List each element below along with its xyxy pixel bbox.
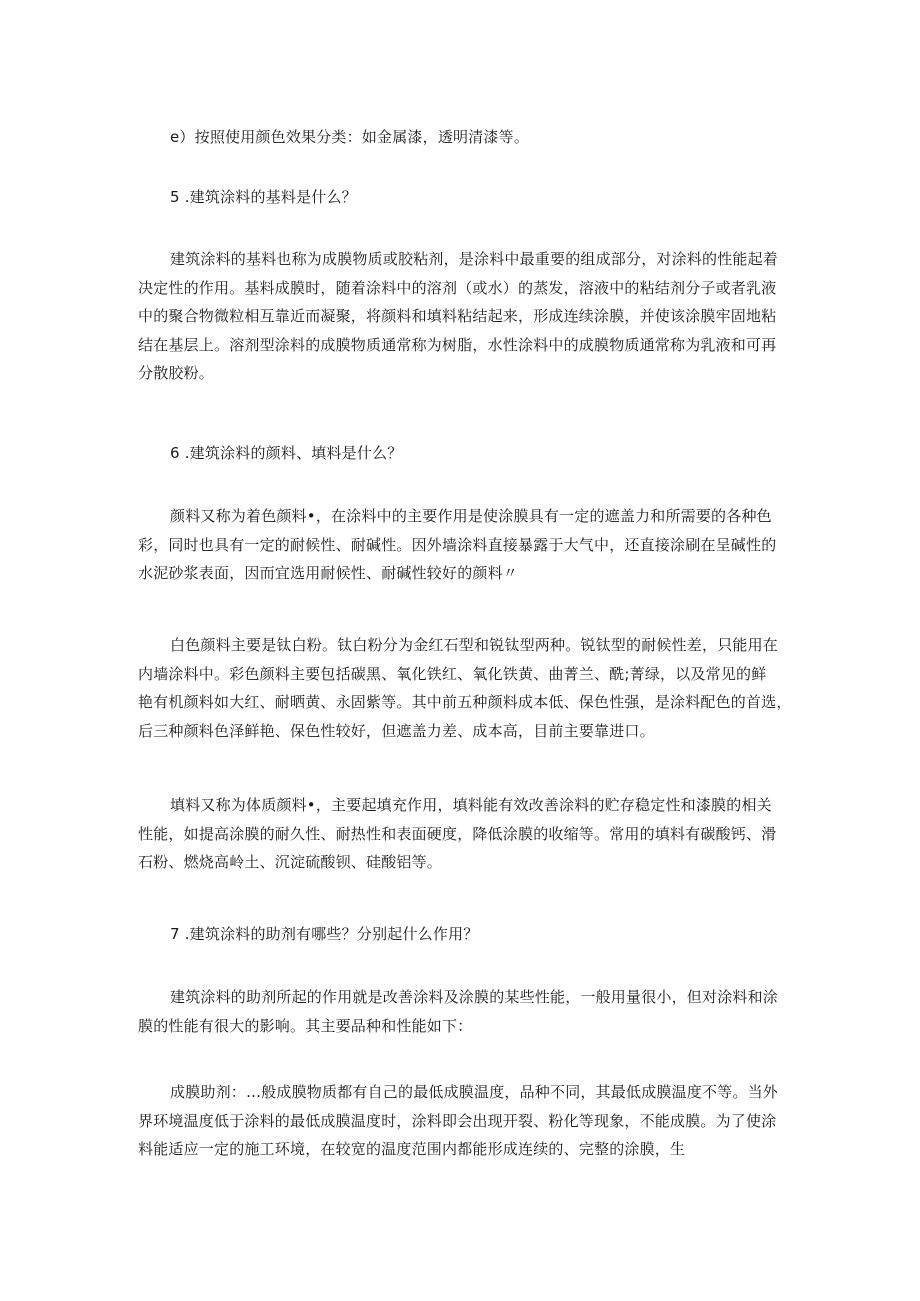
question-6-heading: [138, 439, 788, 468]
paragraph-line: 颜料又称为着色颜料•，在涂料中的主要作用是使涂膜具有一定的遮盖力和所需要的各种色: [170, 507, 772, 525]
q6-paragraph-pigments: [138, 502, 788, 588]
paragraph-line: 性能，如提高涂膜的耐久性、耐热性和表面硬度，降低涂膜的收缩等。常用的填料有碳酸钙、滑: [138, 824, 777, 843]
item-e-text: e）按照使用颜色效果分类：如金属漆，透明清漆等。: [170, 128, 530, 146]
paragraph-line: 料能适应一定的施工环境，在较宽的温度范围内都能形成连续的、完整的涂膜，生: [138, 1140, 686, 1158]
paragraph-line: 建筑涂料的基料也称为成膜物质或胶粘剂，是涂料中最重要的组成部分，对涂料的性能起着: [170, 250, 779, 268]
q6-title: 6 .建筑涂料的颜料、填料是什么？: [170, 444, 403, 462]
paragraph-line: 中的聚合物微粒相互靠近而凝聚，将颜料和填料粘结起来，形成连续涂膜，并使该涂膜牢固地粘: [138, 307, 777, 325]
paragraph-line: 建筑涂料的助剂所起的作用就是改善涂料及涂膜的某些性能，一般用量很小，但对涂料和涂: [170, 988, 779, 1006]
paragraph-line: 艳有机颜料如大红、耐晒黄、永固紫等。其中前五种颜料成本低、保色性强，是涂料配色的首选，: [138, 693, 792, 711]
paragraph-line: 石粉、燃烧高岭土、沉淀硫酸钡、硅酸铝等。: [138, 853, 443, 871]
paragraph-line: 界环境温度低于涂料的最低成膜温度时，涂料即会出现开裂、粉化等现象，不能成膜。为了使涂: [138, 1111, 777, 1130]
list-item-e: [138, 123, 788, 152]
paragraph-line: 决定性的作用。基料成膜时，随着涂料中的溶剂（或水）的蒸发，溶液中的粘结剂分子或者乳液: [138, 278, 777, 297]
paragraph-line: 水泥砂浆表面，因而宜选用耐候性、耐碱性较好的颜料〃: [138, 564, 519, 582]
q7-title: 7 .建筑涂料的助剂有哪些？分别起什么作用？: [170, 925, 479, 943]
paragraph-line: 白色颜料主要是钛白粉。钛白粉分为金红石型和锐钛型两种。锐钛型的耐候性差，只能用在: [170, 636, 779, 654]
paragraph-line: 彩，同时也具有一定的耐候性、耐碱性。因外墙涂料直接暴露于大气中，还直接涂刷在呈碱性的: [138, 535, 777, 554]
paragraph-line: 成膜助剂：…般成膜物质都有自己的最低成膜温度，品种不同，其最低成膜温度不等。当外: [170, 1083, 779, 1101]
paragraph-line: 分散胶粉。: [138, 364, 215, 382]
q5-paragraph: [138, 245, 788, 388]
paragraph-line: 内墙涂料中。彩色颜料主要包括碳黑、氧化铁红、氧化铁黄、曲菁兰、酰;菁绿，以及常见的鲜: [138, 664, 767, 683]
question-7-heading: [138, 920, 788, 949]
question-5-heading: [138, 183, 788, 212]
q7-paragraph-intro: [138, 983, 788, 1040]
q6-paragraph-fillers: [138, 791, 788, 877]
q6-paragraph-white-pigments: [138, 631, 792, 745]
paragraph-line: 后三种颜料色泽鲜艳、保色性较好，但遮盖力差、成本高，目前主要靠进口。: [138, 721, 655, 740]
paragraph-line: 填料又称为体质颜料•，主要起填充作用，填料能有效改善涂料的贮存稳定性和漆膜的相关: [170, 796, 772, 814]
q7-paragraph-coalescent: [138, 1078, 788, 1164]
paragraph-line: 膜的性能有很大的影响。其主要品种和性能如下：: [138, 1016, 473, 1035]
paragraph-line: 结在基层上。溶剂型涂料的成膜物质通常称为树脂，水性涂料中的成膜物质通常称为乳液和可再: [138, 335, 777, 354]
q5-title: 5 .建筑涂料的基料是什么？: [170, 188, 357, 206]
